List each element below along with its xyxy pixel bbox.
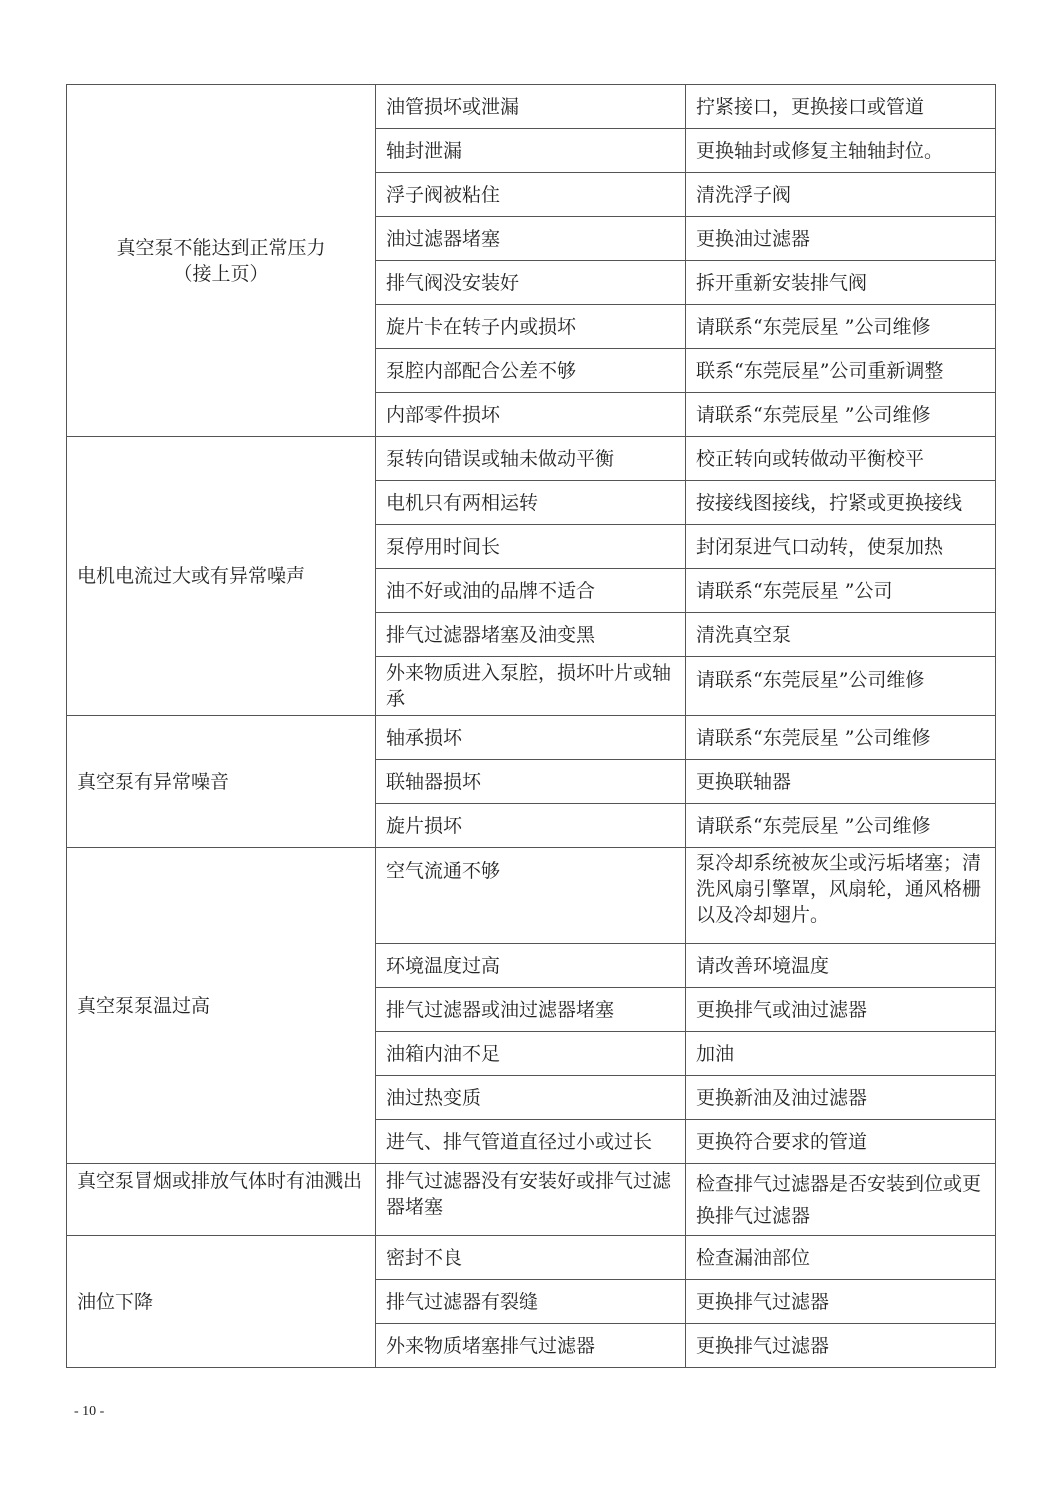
- cause-cell: 排气过滤器或油过滤器堵塞: [376, 988, 686, 1032]
- table-row: [67, 85, 996, 129]
- remedy-cell: 更换排气过滤器: [686, 1324, 996, 1368]
- remedy-cell: 拧紧接口，更换接口或管道: [686, 85, 996, 129]
- fault-cell: 真空泵有异常噪音: [67, 716, 376, 848]
- remedy-cell: 请联系“东莞辰星 ”公司维修: [686, 804, 996, 848]
- cause-cell: 内部零件损坏: [376, 393, 686, 437]
- table-row: [67, 1164, 996, 1236]
- remedy-cell: 检查排气过滤器是否安装到位或更换排气过滤器: [686, 1164, 996, 1236]
- cause-cell: 轴承损坏: [376, 716, 686, 760]
- table-row: [67, 437, 996, 481]
- remedy-cell: 请联系“东莞辰星”公司维修: [686, 657, 996, 716]
- remedy-cell: 校正转向或转做动平衡校平: [686, 437, 996, 481]
- cause-cell: 浮子阀被粘住: [376, 173, 686, 217]
- fault-sublabel: （接上页）: [173, 262, 269, 285]
- cause-cell: 电机只有两相运转: [376, 481, 686, 525]
- remedy-cell: 按接线图接线，拧紧或更换接线: [686, 481, 996, 525]
- table-row: [67, 848, 996, 944]
- troubleshooting-table: [66, 84, 996, 1368]
- remedy-cell: 清洗浮子阀: [686, 173, 996, 217]
- cause-cell: 密封不良: [376, 1236, 686, 1280]
- remedy-cell: 更换联轴器: [686, 760, 996, 804]
- cause-cell: 油过滤器堵塞: [376, 217, 686, 261]
- cause-cell: 排气过滤器没有安装好或排气过滤器堵塞: [376, 1164, 686, 1236]
- remedy-cell: 请联系“东莞辰星 ”公司维修: [686, 716, 996, 760]
- fault-cell: 电机电流过大或有异常噪声: [67, 437, 376, 716]
- remedy-cell: 更换轴封或修复主轴轴封位。: [686, 129, 996, 173]
- fault-cell: [67, 85, 376, 437]
- remedy-cell: 请联系“东莞辰星 ”公司维修: [686, 393, 996, 437]
- remedy-cell: 泵冷却系统被灰尘或污垢堵塞；清洗风扇引擎罩，风扇轮，通风格栅以及冷却翅片。: [686, 848, 996, 944]
- remedy-cell: 联系“东莞辰星”公司重新调整: [686, 349, 996, 393]
- remedy-cell: 清洗真空泵: [686, 613, 996, 657]
- remedy-cell: 请改善环境温度: [686, 944, 996, 988]
- table-row: [67, 1236, 996, 1280]
- cause-cell: 油箱内油不足: [376, 1032, 686, 1076]
- cause-cell: 空气流通不够: [376, 848, 686, 944]
- cause-cell: 油不好或油的品牌不适合: [376, 569, 686, 613]
- cause-cell: 旋片卡在转子内或损坏: [376, 305, 686, 349]
- remedy-cell: 请联系“东莞辰星 ”公司: [686, 569, 996, 613]
- cause-cell: 排气阀没安装好: [376, 261, 686, 305]
- cause-cell: 外来物质堵塞排气过滤器: [376, 1324, 686, 1368]
- remedy-cell: 更换新油及油过滤器: [686, 1076, 996, 1120]
- cause-cell: 联轴器损坏: [376, 760, 686, 804]
- remedy-cell: 请联系“东莞辰星 ”公司维修: [686, 305, 996, 349]
- fault-cell: 油位下降: [67, 1236, 376, 1368]
- cause-cell: 轴封泄漏: [376, 129, 686, 173]
- cause-cell: 进气、排气管道直径过小或过长: [376, 1120, 686, 1164]
- table-row: [67, 716, 996, 760]
- cause-cell: 外来物质进入泵腔，损坏叶片或轴承: [376, 657, 686, 716]
- fault-cell: 真空泵泵温过高: [67, 848, 376, 1164]
- remedy-cell: 更换排气过滤器: [686, 1280, 996, 1324]
- cause-cell: 排气过滤器有裂缝: [376, 1280, 686, 1324]
- cause-cell: 环境温度过高: [376, 944, 686, 988]
- remedy-cell: 更换油过滤器: [686, 217, 996, 261]
- remedy-cell: 检查漏油部位: [686, 1236, 996, 1280]
- remedy-cell: 更换符合要求的管道: [686, 1120, 996, 1164]
- cause-cell: 油管损坏或泄漏: [376, 85, 686, 129]
- page-number: - 10 -: [74, 1404, 105, 1419]
- cause-cell: 泵停用时间长: [376, 525, 686, 569]
- remedy-cell: 更换排气或油过滤器: [686, 988, 996, 1032]
- cause-cell: 泵腔内部配合公差不够: [376, 349, 686, 393]
- remedy-cell: 封闭泵进气口动转，使泵加热: [686, 525, 996, 569]
- cause-cell: 排气过滤器堵塞及油变黑: [376, 613, 686, 657]
- fault-cell: 真空泵冒烟或排放气体时有油溅出: [67, 1164, 376, 1236]
- cause-cell: 旋片损坏: [376, 804, 686, 848]
- cause-cell: 泵转向错误或轴未做动平衡: [376, 437, 686, 481]
- cause-cell: 油过热变质: [376, 1076, 686, 1120]
- remedy-cell: 加油: [686, 1032, 996, 1076]
- remedy-cell: 拆开重新安装排气阀: [686, 261, 996, 305]
- fault-label: 真空泵不能达到正常压力: [116, 236, 326, 259]
